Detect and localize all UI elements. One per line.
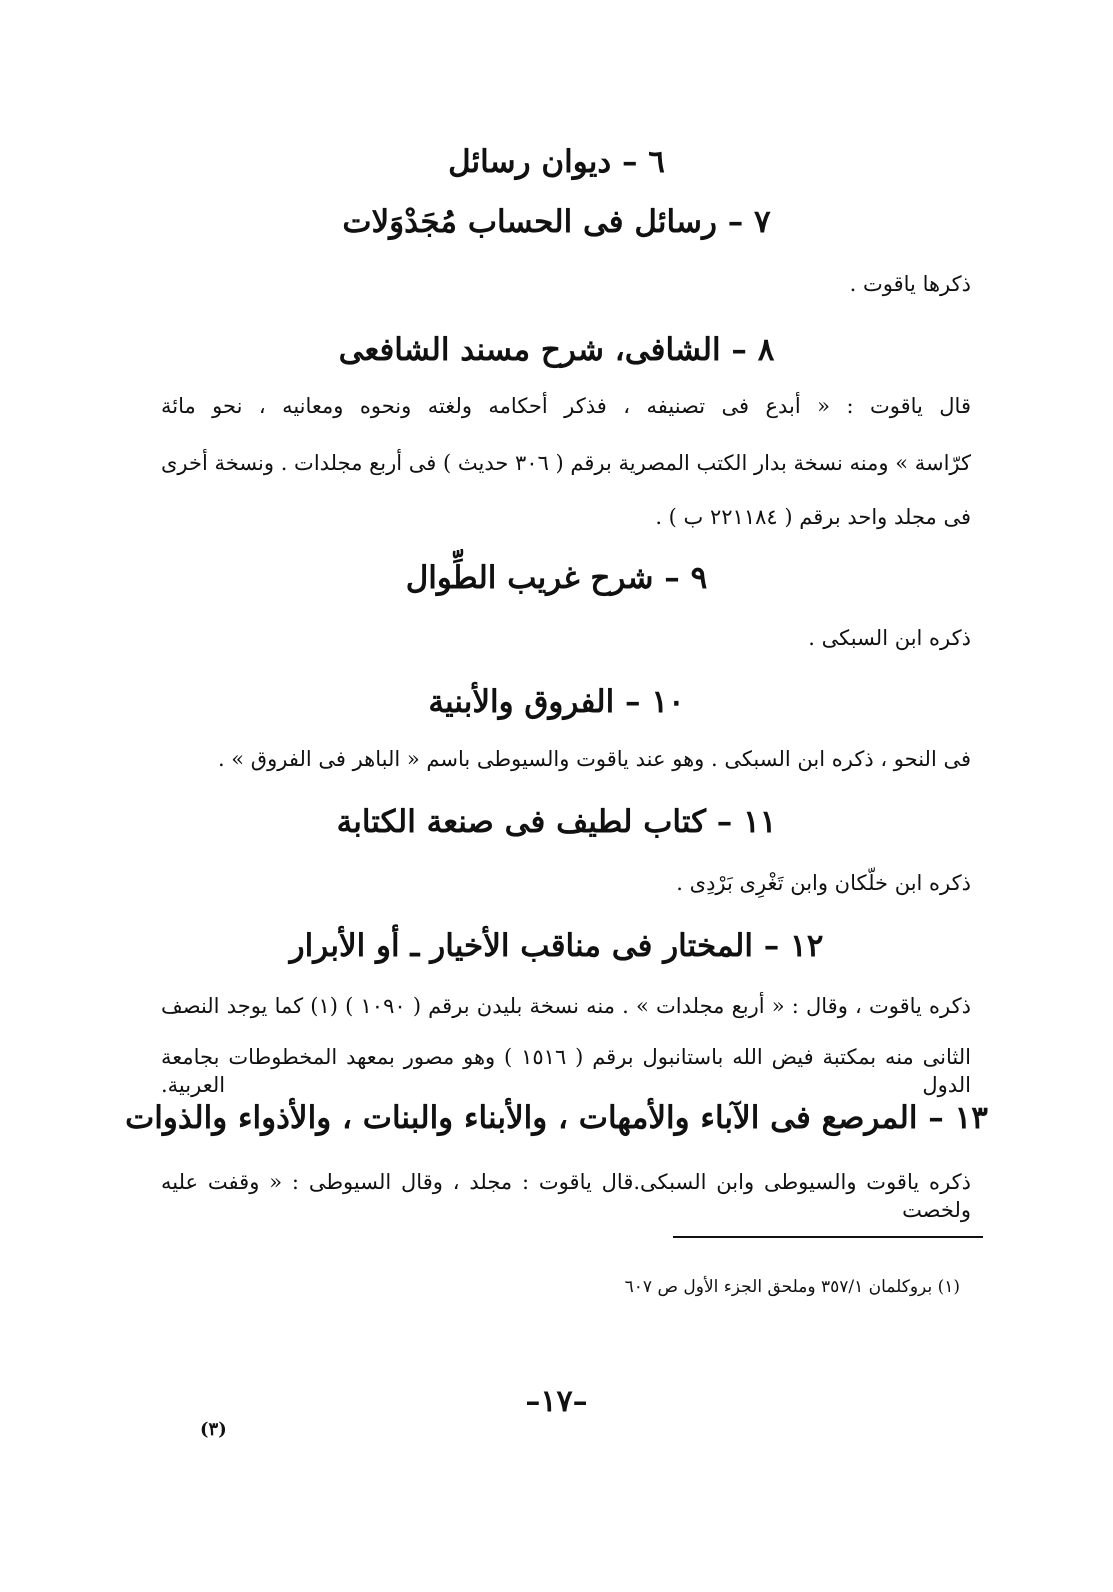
paragraph-8-line-3: فى مجلد واحد برقم ( ٢٢١١٨٤ ب ) . [655, 505, 971, 529]
paragraph-10-note: فى النحو ، ذكره ابن السبكى . وهو عند ياقوت والسيوطى باسم « الباهر فى الفروق » . [217, 747, 971, 771]
paragraph-7-note: ذكرها ياقوت . [849, 272, 971, 296]
paragraph-9-note: ذكره ابن السبكى . [808, 626, 971, 650]
heading-6: ٦ – ديوان رسائل [448, 144, 665, 180]
heading-8: ٨ – الشافى، شرح مسند الشافعى [338, 332, 775, 368]
page-number: –١٧– [525, 1384, 588, 1419]
heading-10: ١٠ – الفروق والأبنية [428, 684, 685, 720]
signature-mark: (٣) [200, 1419, 227, 1440]
paragraph-8-line-1: قال ياقوت : « أبدع فى تصنيفه ، فذكر أحكامه ولغته ونحوه ومعانيه ، نحو مائة [161, 394, 971, 418]
heading-12: ١٢ – المختار فى مناقب الأخيار ـ أو الأبرار [289, 928, 824, 964]
heading-7: ٧ – رسائل فى الحساب مُجَدْوَلات [342, 204, 771, 240]
heading-13: ١٣ – المرصع فى الآباء والأمهات ، والأبناء والبنات ، والأذواء والذوات [125, 1100, 988, 1136]
footnote-separator [673, 1236, 983, 1238]
paragraph-13-line-1: ذكره ياقوت والسيوطى وابن السبكى.قال ياقوت : مجلد ، وقال السيوطى : « وقفت عليه ولخصت [161, 1170, 971, 1222]
footnote: (١) بروكلمان ٣٥٧/١ وملحق الجزء الأول ص ٦٠٧ [624, 1277, 960, 1297]
paragraph-12-line-2: الثانى منه بمكتبة فيض الله باستانبول برقم ( ١٥١٦ ) وهو مصور بمعهد المخطوطات بجامعة الدول العربية. [161, 1045, 971, 1097]
paragraph-11-note: ذكره ابن خلّكان وابن تَغْرِى بَرْدِى . [676, 871, 971, 895]
paragraph-8-line-2: كرّاسة » ومنه نسخة بدار الكتب المصرية برقم ( ٣٠٦ حديث ) فى أربع مجلدات . ونسخة أخرى [160, 451, 971, 475]
heading-9: ٩ – شرح غريب الطِّوال [405, 560, 708, 596]
paragraph-12-line-1: ذكره ياقوت ، وقال : « أربع مجلدات » . منه نسخة بليدن برقم ( ١٠٩٠ ) (١) كما يوجد النصف [161, 994, 971, 1018]
heading-11: ١١ – كتاب لطيف فى صنعة الكتابة [336, 804, 777, 840]
